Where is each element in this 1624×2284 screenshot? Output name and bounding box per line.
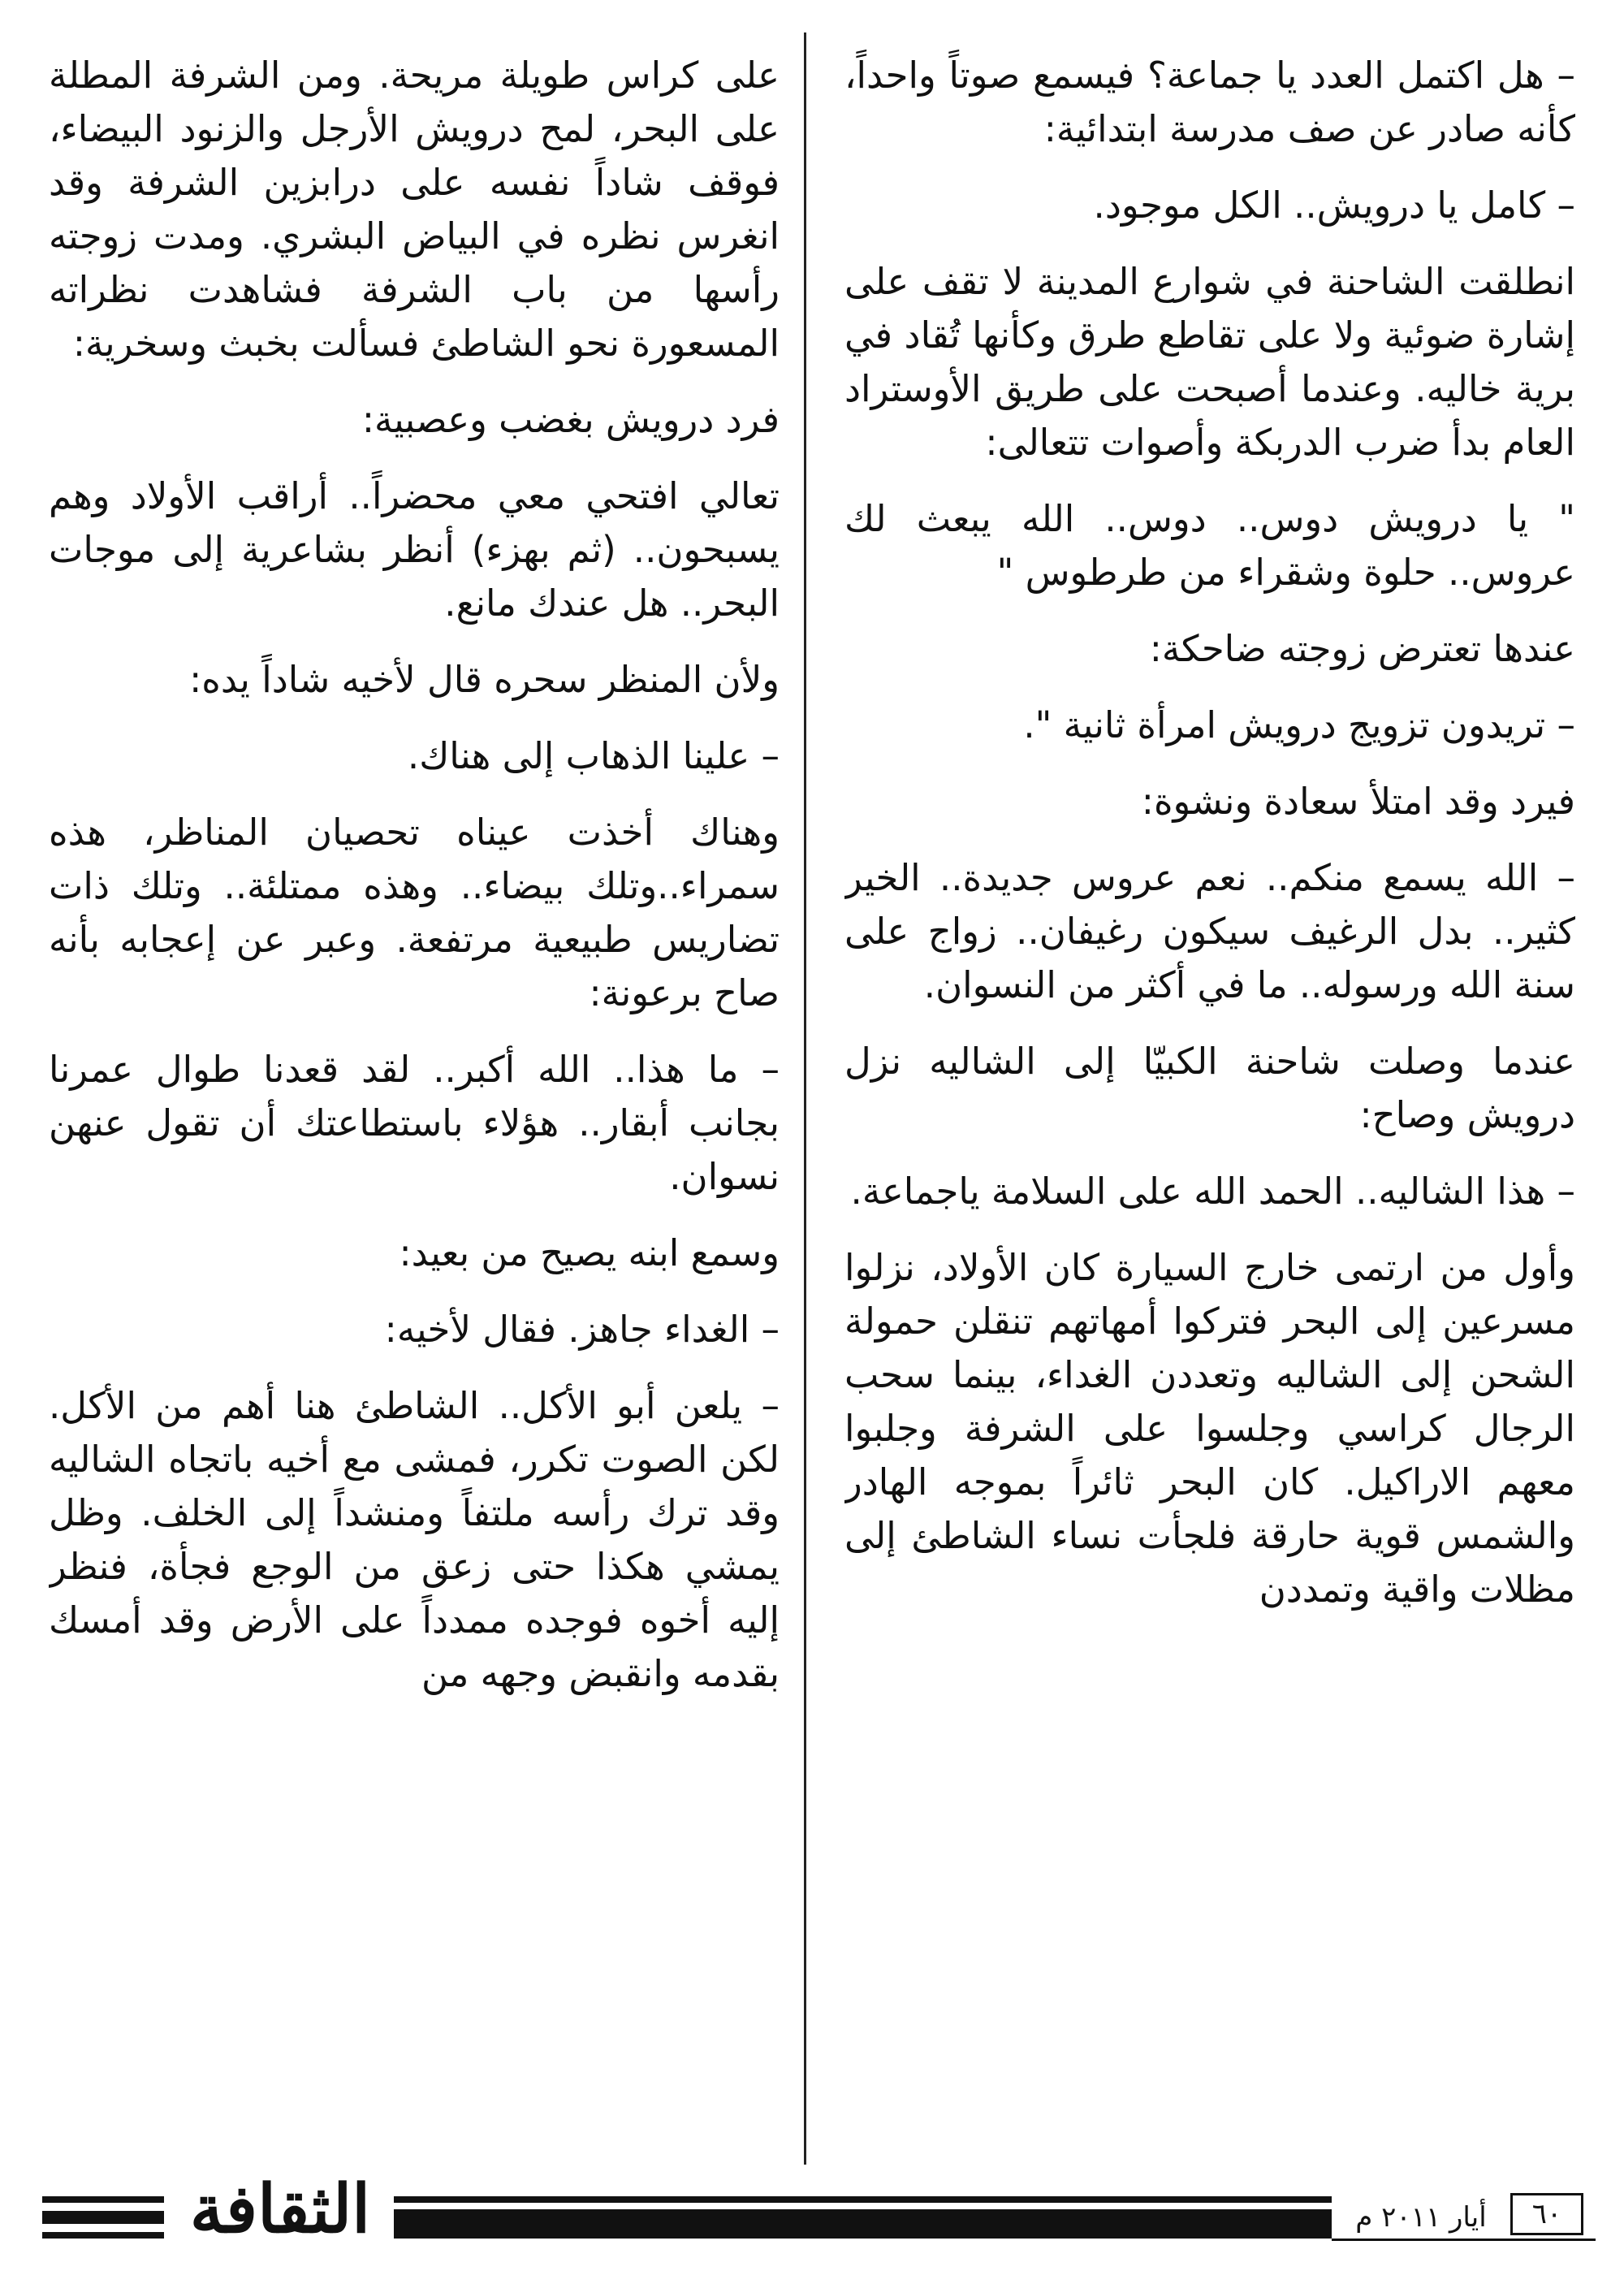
paragraph: – ما هذا.. الله أكبر.. لقد قعدنا طوال عمرنا بجانب أبقار.. هؤلاء باستطاعتك أن تقول عنهن نسوان. xyxy=(49,1048,780,1198)
paragraph: – كامل يا درويش.. الكل موجود. xyxy=(1093,184,1575,227)
paragraph: وهناك أخذت عيناه تحصيان المناظر، هذه سمراء..وتلك بيضاء.. وهذه ممتلئة.. وتلك ذات تضاريس طبيعية مرتفعة. وعبر عن إعجابه بأنه صاح برعونة: xyxy=(49,811,780,1014)
page-footer xyxy=(32,2169,1596,2258)
footer-rule xyxy=(1332,2239,1596,2241)
footer-decorative-bar xyxy=(42,2196,164,2239)
paragraph: – الله يسمع منكم.. نعم عروس جديدة.. الخير كثير.. بدل الرغيف سيكون رغيفان.. زواج على سنة الله ورسوله.. ما في أكثر من النسوان. xyxy=(844,856,1575,1006)
paragraph: عندما وصلت شاحنة الكبيّا إلى الشاليه نزل درويش وصاح: xyxy=(844,1040,1575,1136)
paragraph: – تريدون تزويج درويش امرأة ثانية ". xyxy=(1023,703,1575,746)
issue-date: أيار ٢٠١١ م xyxy=(1355,2201,1487,2234)
paragraph: وسمع ابنه يصيح من بعيد: xyxy=(399,1231,780,1274)
paragraph: – هذا الشاليه.. الحمد الله على السلامة ياجماعة. xyxy=(850,1170,1575,1213)
column-divider xyxy=(804,32,806,2165)
paragraph: ولأن المنظر سحره قال لأخيه شاداً يده: xyxy=(189,658,780,701)
magazine-logo: الثقافة xyxy=(189,2170,371,2248)
paragraph: وأول من ارتمى خارج السيارة كان الأولاد، نزلوا مسرعين إلى البحر فتركوا أمهاتهم تنقلن حمولة الشحن إلى الشاليه وتعددن الغداء، بينما سحب الرجال كراسي وجلسوا على الشرفة وجلبوا معهم الاراكيل. كان البحر ثائراً بموجه الهادر والشمس قوية حارقة فلجأت نساء الشاطئ إلى مظلات واقية وتمددن xyxy=(844,1246,1575,1611)
paragraph: عندها تعترض زوجته ضاحكة: xyxy=(1149,627,1575,670)
paragraph: على كراس طويلة مريحة. ومن الشرفة المطلة على البحر، لمح درويش الأرجل والزنود البيضاء، فوقف شاداً نفسه على درابزين الشرفة وقد انغرس نظره في البياض البشري. ومدت زوجته رأسها من باب الشرفة فشاهدت نظراته المسعورة نحو الشاطئ فسألت بخبث وسخرية: xyxy=(49,54,780,365)
page-number: ٦٠ xyxy=(1510,2193,1583,2235)
paragraph: – الغداء جاهز. فقال لأخيه: xyxy=(384,1308,780,1351)
right-column xyxy=(844,49,1575,2128)
paragraph: انطلقت الشاحنة في شوارع المدينة لا تقف على إشارة ضوئية ولا على تقاطع طرق وكأنها تُقاد في برية خاليه. وعندما أصبحت على طريق الأوستراد العام بدأ ضرب الدربكة وأصوات تتعالى: xyxy=(844,260,1575,464)
paragraph: – يلعن أبو الأكل.. الشاطئ هنا أهم من الأكل. لكن الصوت تكرر، فمشى مع أخيه باتجاه الشاليه وقد ترك رأسه ملتفاً ومنشداً إلى الخلف. وظل يمشي هكذا حتى زعق من الوجع فجأة، فنظر إليه أخوه فوجده ممدداً على الأرض وقد أمسك بقدمه وانقبض وجهه من xyxy=(49,1384,780,1695)
paragraph: فيرد وقد امتلأ سعادة ونشوة: xyxy=(1141,780,1575,823)
paragraph: فرد درويش بغضب وعصبية: xyxy=(361,398,780,441)
paragraph: " يا درويش دوس.. دوس.. الله يبعث لك عروس.. حلوة وشقراء من طرطوس " xyxy=(844,497,1575,594)
paragraph: – هل اكتمل العدد يا جماعة؟ فيسمع صوتاً واحداً، كأنه صادر عن صف مدرسة ابتدائية: xyxy=(844,54,1575,150)
footer-decorative-bar xyxy=(394,2196,1332,2239)
paragraph: – علينا الذهاب إلى هناك. xyxy=(407,734,780,777)
paragraph: تعالي افتحي معي محضراً.. أراقب الأولاد وهم يسبحون.. (ثم بهزء) أنظر بشاعرية إلى موجات البحر.. هل عندك مانع. xyxy=(49,474,780,625)
left-column xyxy=(49,49,780,2128)
